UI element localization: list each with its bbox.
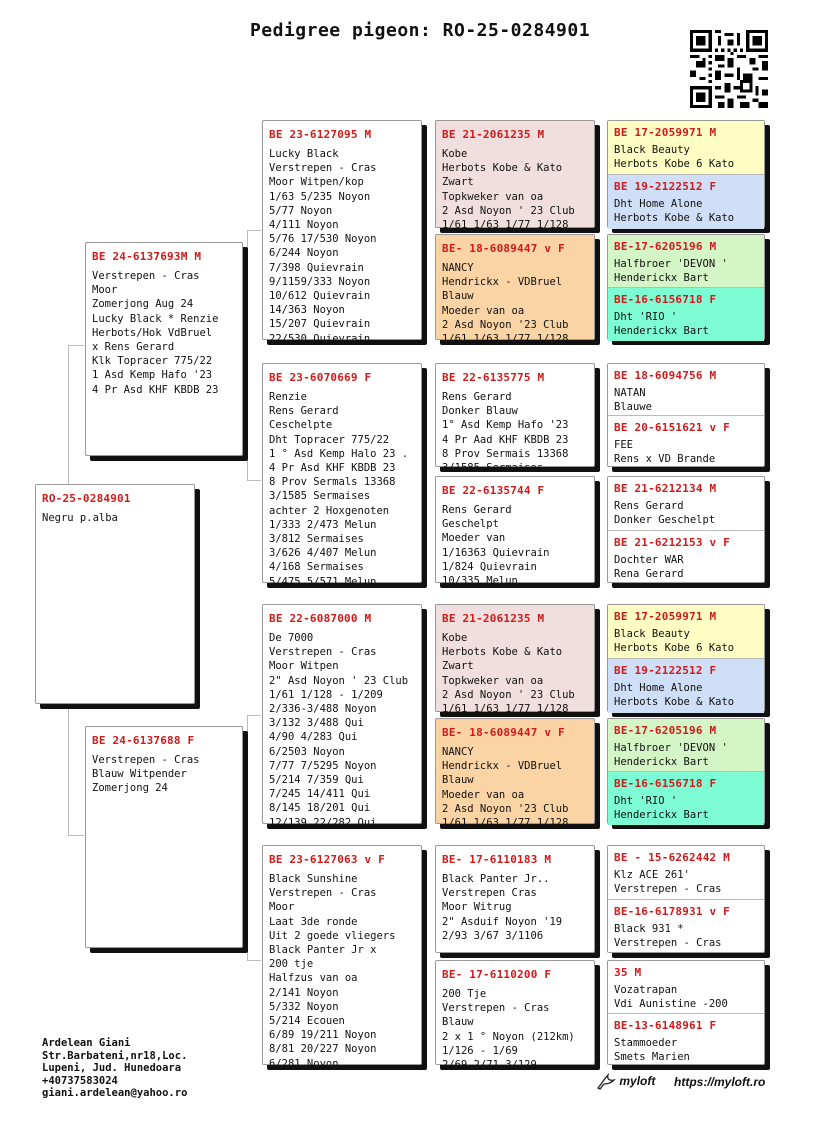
info-line: 5/475 5/571 Melun	[269, 575, 377, 588]
ring-number: BE 20-6151621 v F	[614, 421, 730, 434]
info-line: x Rens Gerard	[92, 341, 175, 354]
info-line: Rens Gerard	[442, 391, 512, 403]
info-line: 2" Asduif Noyon '19	[442, 915, 563, 928]
g5-card-pair	[607, 604, 765, 712]
pigeon-info	[608, 253, 764, 285]
pigeon-info	[263, 625, 421, 830]
info-line: Zwart	[442, 176, 474, 189]
pigeon-logo-icon	[596, 1074, 616, 1090]
ring-number: BE- 18-6089447 v F	[442, 242, 565, 255]
ring-number: BE 21-2061235 M	[442, 128, 545, 141]
info-line: 2" Asd Noyon ' 23 Club	[269, 674, 409, 687]
pigeon-info	[608, 979, 764, 1011]
info-line: Dht Topracer 775/22	[269, 433, 390, 446]
info-line: Donker Blauw	[442, 405, 518, 418]
g5-card[interactable]	[608, 364, 764, 415]
pigeon-info	[608, 677, 764, 709]
pigeon-info	[608, 864, 764, 896]
info-line: Moeder van	[442, 532, 506, 545]
owner-address-line-1: Str.Barbateni,nr18,Loc.	[42, 1049, 188, 1062]
g4-card[interactable]	[435, 234, 595, 346]
info-line: 7/245 14/411 Qui	[269, 788, 371, 801]
grandparent-card[interactable]	[262, 845, 422, 1070]
ring-number: BE-16-6156718 F	[614, 777, 717, 790]
pigeon-info	[436, 255, 594, 346]
info-line: Moor Witpen	[269, 660, 339, 673]
ring-number: BE-16-6178931 v F	[614, 905, 730, 918]
info-line: Kobe	[442, 148, 468, 160]
info-line: Vdi Aunistine -200	[614, 998, 728, 1010]
pigeon-info	[86, 263, 242, 397]
info-line: Blauwe	[614, 401, 652, 413]
info-line: Herbots Kobe 6 Kato	[614, 158, 735, 170]
pigeon-info	[608, 306, 764, 338]
ring-number: BE 19-2122512 F	[614, 180, 717, 193]
ring-number: BE 21-2061235 M	[442, 612, 545, 625]
ring-number: RO-25-0284901	[42, 492, 131, 505]
info-line: 15/207 Quievrain	[269, 318, 371, 331]
info-line: 1/824 Quievrain	[442, 560, 537, 573]
connector-line	[247, 960, 261, 961]
g5-card[interactable]	[608, 658, 764, 713]
info-line: 8 Prov Sermais 13368	[442, 447, 569, 460]
info-line: Klk Topracer 775/22	[92, 355, 213, 368]
pigeon-info	[608, 495, 764, 527]
g4-card[interactable]	[435, 363, 595, 475]
g4-card[interactable]	[435, 960, 595, 1072]
info-line: Herbots Kobe & Kato	[442, 162, 563, 175]
g5-card[interactable]	[608, 961, 764, 1013]
ring-number: BE 24-6137693M M	[92, 250, 202, 263]
info-line: FEE	[614, 439, 633, 451]
info-line: Topkweker van oa	[442, 190, 544, 203]
owner-phone: +40737583024	[42, 1074, 118, 1087]
info-line: Renzie	[269, 391, 307, 403]
info-line: Herbots Kobe & Kato	[614, 696, 735, 708]
info-line: Lucky Black	[269, 148, 339, 160]
info-line: Halfbroer 'DEVON '	[614, 742, 728, 754]
info-line: Herbots Kobe & Kato	[442, 646, 563, 659]
info-line: 3/132 3/488 Qui	[269, 717, 364, 730]
info-line: 2/141 Noyon	[269, 986, 339, 999]
ring-number: BE-13-6148961 F	[614, 1019, 717, 1032]
info-line: Henderickx Bart	[614, 809, 709, 821]
info-line: 10/612 Quievrain	[269, 290, 371, 303]
ring-number: BE 22-6087000 M	[269, 612, 372, 625]
info-line: 2 Asd Noyon '23 Club	[442, 802, 569, 815]
info-line: Herbots Kobe 6 Kato	[614, 642, 735, 654]
info-line: Henderickx Bart	[614, 272, 709, 284]
info-line: Black Beauty	[614, 628, 690, 640]
info-line: Vozatrapan	[614, 984, 678, 996]
pigeon-info	[436, 866, 594, 943]
g5-card[interactable]	[608, 899, 764, 954]
g4-card[interactable]	[435, 476, 595, 588]
ring-number: BE-17-6205196 M	[614, 724, 717, 737]
info-line: Moor	[269, 901, 295, 914]
connector-line	[68, 345, 69, 485]
pigeon-info	[263, 384, 421, 589]
info-line: 5/214 7/359 Qui	[269, 774, 364, 787]
grandparent-card[interactable]	[262, 604, 422, 829]
info-line: 5/332 Noyon	[269, 1000, 339, 1013]
info-line: 1/61 1/128 - 1/209	[269, 688, 383, 701]
ring-number: BE 23-6070669 F	[269, 371, 372, 384]
info-line: 1 Asd Kemp Hafo '23	[92, 369, 213, 382]
connector-line	[68, 705, 69, 835]
g5-card[interactable]	[608, 719, 764, 771]
g5-card[interactable]	[608, 530, 764, 584]
info-line: Klz ACE 261'	[614, 869, 690, 881]
ring-number: BE - 15-6262442 M	[614, 851, 730, 864]
info-line: 4/168 Sermaises	[269, 561, 364, 574]
pigeon-info	[436, 497, 594, 588]
info-line: Rens Gerard	[442, 504, 512, 516]
pigeon-info	[608, 193, 764, 225]
info-line: 1/63 5/235 Noyon	[269, 190, 371, 203]
info-line: 2 Asd Noyon ' 23 Club	[442, 204, 575, 217]
g4-card[interactable]	[435, 604, 595, 716]
ring-number: BE-17-6205196 M	[614, 240, 717, 253]
info-line: 4 Pr Asd KHF KBDB 23	[92, 383, 219, 396]
info-line: 6/281 Noyon	[269, 1057, 339, 1070]
info-line: 2 x 1 ° Noyon (212km)	[442, 1030, 575, 1043]
qr-code	[690, 30, 768, 108]
info-line: Zwart	[442, 660, 474, 673]
info-line: NANCY	[442, 262, 474, 274]
info-line: Halfbroer 'DEVON '	[614, 258, 728, 270]
pigeon-info	[436, 384, 594, 475]
info-line: Zomerjong 24	[92, 782, 168, 795]
g5-card[interactable]	[608, 287, 764, 341]
connector-line	[68, 835, 84, 836]
info-line: Geschelpt	[442, 518, 499, 531]
info-line: Henderickx Bart	[614, 756, 709, 768]
info-line: NATAN	[614, 387, 646, 399]
info-line: Verstrepen - Cras	[442, 1002, 550, 1015]
info-line: 14/363 Noyon	[269, 304, 345, 317]
info-line: Halfzus van oa	[269, 972, 358, 985]
info-line: Blauw	[442, 290, 474, 303]
info-line: Rens Gerard	[269, 405, 339, 418]
info-line: Stammoeder	[614, 1037, 678, 1049]
info-line: Rena Gerard	[614, 568, 684, 580]
info-line: 10/335 Melun	[442, 575, 518, 588]
info-line: Herbots Kobe & Kato	[614, 212, 735, 224]
info-line: Verstrepen - Cras	[92, 270, 200, 282]
ring-number: BE 22-6135775 M	[442, 371, 545, 384]
info-line: 4/90 4/283 Qui	[269, 731, 358, 744]
connector-line	[247, 715, 261, 716]
info-line: Verstrepen - Cras	[269, 646, 377, 659]
g5-card[interactable]	[608, 605, 764, 658]
info-line: Black Panter Jr..	[442, 873, 550, 885]
info-line: Dochter WAR	[614, 554, 684, 566]
info-line: 5/77 Noyon	[269, 204, 333, 217]
info-line: 8 Prov Sermals 13368	[269, 476, 396, 489]
dam-card[interactable]	[85, 726, 243, 948]
owner-address-line-2: Lupeni, Jud. Hunedoara	[42, 1062, 182, 1074]
g5-card[interactable]	[608, 235, 764, 287]
info-line: NANCY	[442, 746, 474, 758]
g5-card-pair	[607, 234, 765, 340]
info-line: 1/61 1/63 1/77 1/128	[442, 219, 569, 232]
owner-name: Ardelean Giani	[42, 1037, 131, 1049]
info-line: Kobe	[442, 632, 468, 644]
info-line: 22/530 Quievrain	[269, 332, 371, 345]
ring-number: BE 24-6137688 F	[92, 734, 195, 747]
info-line: 3/1585 Sermaises	[269, 490, 371, 503]
pigeon-info	[608, 623, 764, 655]
info-line: 4 Pr Asd KHF KBDB 23	[269, 462, 396, 475]
pigeon-info	[263, 866, 421, 1071]
g4-card[interactable]	[435, 845, 595, 953]
info-line: 1/61 1/63 1/77 1/128	[442, 703, 569, 716]
pigeon-info	[608, 139, 764, 171]
info-line: 8/145 18/201 Qui	[269, 802, 371, 815]
info-line: Moeder van oa	[442, 788, 525, 801]
pigeon-info	[436, 981, 594, 1072]
info-line: Verstrepen - Cras	[269, 887, 377, 900]
info-line: Topkweker van oa	[442, 674, 544, 687]
info-line: Black 931 *	[614, 923, 684, 935]
g5-card[interactable]	[608, 415, 764, 468]
ring-number: BE 19-2122512 F	[614, 664, 717, 677]
info-line: Dht 'RIO '	[614, 795, 678, 807]
info-line: 200 Tje	[442, 988, 487, 1000]
info-line: Smets Marien	[614, 1051, 690, 1063]
grandparent-card[interactable]	[262, 363, 422, 588]
info-line: 1/333 2/473 Melun	[269, 518, 377, 531]
g5-card-pair	[607, 718, 765, 824]
ring-number: BE- 17-6110183 M	[442, 853, 552, 866]
info-line: Verstrepen - Cras	[269, 162, 377, 175]
info-line: Dht Home Alone	[614, 198, 703, 210]
info-line: 2 Asd Noyon ' 23 Club	[442, 688, 575, 701]
info-line: 3/812 Sermaises	[269, 533, 364, 546]
page-title: Pedigree pigeon: RO-25-0284901	[249, 20, 591, 41]
g5-card[interactable]	[608, 121, 764, 174]
info-line: Moeder van oa	[442, 304, 525, 317]
g5-card-pair	[607, 960, 765, 1065]
g5-card-pair	[607, 363, 765, 467]
pigeon-info	[608, 1032, 764, 1064]
pigeon-info	[436, 141, 594, 232]
info-line: Rens Gerard	[614, 500, 684, 512]
info-line: Negru p.alba	[42, 512, 118, 524]
info-line: Laat 3de ronde	[269, 915, 358, 928]
info-line: 6/2503 Noyon	[269, 745, 345, 758]
brand-name: myloft	[619, 1074, 656, 1089]
brand-logo	[596, 1074, 655, 1090]
info-line: Rens x VD Brande	[614, 453, 716, 465]
info-line: Moor	[92, 284, 118, 297]
info-line: Blauw Witpender	[92, 768, 187, 781]
info-line: Herbots/Hok VdBruel	[92, 326, 213, 339]
info-line: 4 Pr Aad KHF KBDB 23	[442, 433, 569, 446]
info-line: Uit 2 goede vliegers	[269, 929, 396, 942]
sire-card[interactable]	[85, 242, 243, 456]
info-line: 7/398 Quievrain	[269, 261, 364, 274]
info-line: Moor Witpen/kop	[269, 176, 364, 189]
info-line: Dht 'RIO '	[614, 311, 678, 323]
info-line: Black Beauty	[614, 144, 690, 156]
info-line: 6/89 19/211 Noyon	[269, 1029, 377, 1042]
info-line: 1/61 1/63 1/77 1/128	[442, 817, 569, 830]
g5-card[interactable]	[608, 174, 764, 229]
ring-number: BE 17-2059971 M	[614, 610, 717, 623]
info-line: 5/76 17/530 Noyon	[269, 233, 377, 246]
info-line: Zomerjong Aug 24	[92, 298, 194, 311]
ring-number: BE 18-6094756 M	[614, 369, 717, 382]
info-line: Lucky Black * Renzie	[92, 312, 219, 325]
info-line: Henderickx Bart	[614, 325, 709, 337]
info-line: Donker Geschelpt	[614, 514, 716, 526]
pigeon-info	[608, 382, 764, 414]
info-line: 2/93 3/67 3/1106	[442, 929, 544, 942]
pigeon-info	[608, 549, 764, 581]
g4-card[interactable]	[435, 120, 595, 232]
pigeon-info	[436, 625, 594, 716]
info-line: Moor Witrug	[442, 901, 512, 914]
ring-number: BE 21-6212134 M	[614, 482, 717, 495]
ring-number: 35 M	[614, 966, 642, 979]
website-link[interactable]: https://myloft.ro	[674, 1075, 766, 1089]
ring-number: BE- 18-6089447 v F	[442, 726, 565, 739]
pigeon-info	[436, 739, 594, 830]
g5-card[interactable]	[608, 771, 764, 825]
info-line: 1° Asd Kemp Hafo '23	[442, 419, 569, 432]
owner-email[interactable]: giani.ardelean@yahoo.ro	[42, 1087, 188, 1099]
info-line: 12/139 22/282 Qui	[269, 816, 377, 829]
info-line: Ceschelpte	[269, 419, 333, 432]
pigeon-info	[608, 737, 764, 769]
info-line: Blauw	[442, 1016, 474, 1029]
info-line: achter 2 Hoxgenoten	[269, 504, 390, 517]
info-line: 2/69 2/71 3/129	[442, 1059, 537, 1072]
pigeon-info	[36, 505, 194, 525]
pigeon-info	[263, 141, 421, 346]
info-line: 6/244 Noyon	[269, 247, 339, 260]
info-line: Dht Home Alone	[614, 682, 703, 694]
info-line: 1/61 1/63 1/77 1/128	[442, 333, 569, 346]
ring-number: BE 17-2059971 M	[614, 126, 717, 139]
g5-card[interactable]	[608, 846, 764, 899]
g5-card-pair	[607, 476, 765, 583]
ring-number: BE 23-6127095 M	[269, 128, 372, 141]
pigeon-info	[608, 434, 764, 466]
info-line: 7/77 7/5295 Noyon	[269, 759, 377, 772]
info-line: Black Sunshine	[269, 873, 358, 885]
info-line: 4/111 Noyon	[269, 219, 339, 232]
pigeon-info	[608, 918, 764, 950]
ring-number: BE 23-6127063 v F	[269, 853, 385, 866]
owner-info	[42, 1037, 187, 1100]
info-line: 1/16363 Quievrain	[442, 546, 550, 559]
ring-number: BE 22-6135744 F	[442, 484, 545, 497]
g5-card[interactable]	[608, 1013, 764, 1066]
info-line: 3/1585 Sermaises	[442, 462, 544, 475]
info-line: Verstrepen Cras	[442, 887, 537, 900]
pigeon-info	[86, 747, 242, 796]
info-line: 1 ° Asd Kemp Halo 23 .	[269, 447, 409, 460]
ring-number: BE- 17-6110200 F	[442, 968, 552, 981]
connector-line	[247, 480, 261, 481]
info-line: Black Panter Jr x	[269, 944, 377, 957]
pigeon-info	[608, 790, 764, 822]
info-line: 2/336-3/488 Noyon	[269, 703, 377, 716]
pigeon-card[interactable]	[35, 484, 195, 704]
info-line: Blauw	[442, 774, 474, 787]
info-line: 8/81 20/227 Noyon	[269, 1043, 377, 1056]
ring-number: BE-16-6156718 F	[614, 293, 717, 306]
connector-line	[247, 230, 261, 231]
g5-card-pair	[607, 120, 765, 228]
info-line: De 7000	[269, 632, 314, 644]
g5-card-pair	[607, 845, 765, 953]
connector-line	[247, 715, 248, 960]
connector-line	[68, 345, 84, 346]
info-line: Verstrepen - Cras	[614, 937, 722, 949]
ring-number: BE 21-6212153 v F	[614, 536, 730, 549]
info-line: 3/626 4/407 Melun	[269, 547, 377, 560]
info-line: Verstrepen - Cras	[92, 754, 200, 766]
info-line: 9/1159/333 Noyon	[269, 275, 371, 288]
info-line: Hendrickx - VDBruel	[442, 276, 563, 289]
grandparent-card[interactable]	[262, 120, 422, 345]
g4-card[interactable]	[435, 718, 595, 830]
info-line: 1/126 - 1/69	[442, 1044, 518, 1057]
info-line: 2 Asd Noyon '23 Club	[442, 318, 569, 331]
g5-card[interactable]	[608, 477, 764, 530]
info-line: Verstrepen - Cras	[614, 883, 722, 895]
info-line: 5/214 Ecouen	[269, 1015, 345, 1028]
info-line: 200 tje	[269, 958, 314, 971]
info-line: Hendrickx - VDBruel	[442, 760, 563, 773]
connector-line	[247, 230, 248, 480]
